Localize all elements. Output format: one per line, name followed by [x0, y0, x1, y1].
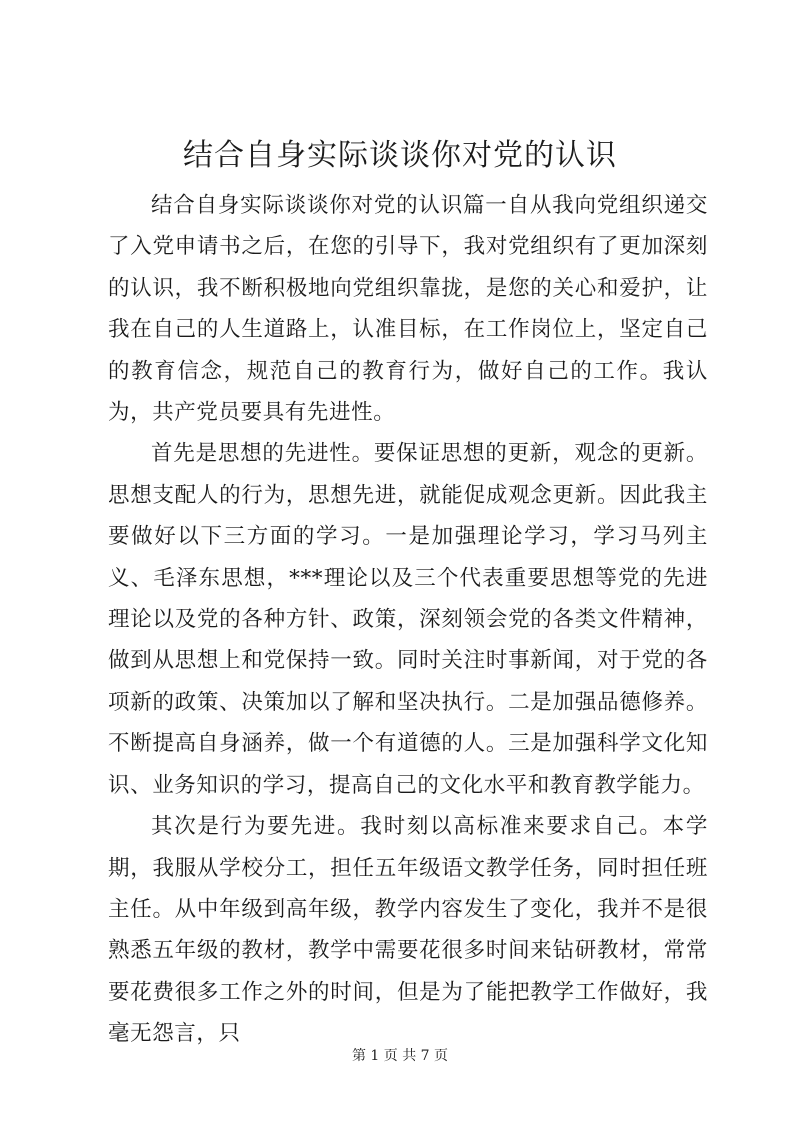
document-title: 结合自身实际谈谈你对党的认识 — [183, 138, 617, 173]
paragraph-2: 首先是思想的先进性。要保证思想的更新，观念的更新。思想支配人的行为，思想先进，就能促成观念更新。因此我主要做好以下三方面的学习。一是加强理论学习，学习马列主义、毛泽东思想，***理论以及三个代表重要思想等党的先进理论以及党的各种方针、政策，深刻领会党的各类文件精神，做到从思想上和党保持一致。同时关注时事新闻，对于党的各项新的政策、决策加以了解和坚决执行。二是加强品德修养。不断提高自身涵养，做一个有道德的人。三是加强科学文化知识、业务知识的学习，提高自己的文化水平和教育教学能力。 — [108, 441, 708, 798]
document-body — [108, 185, 708, 1055]
paragraph-1: 结合自身实际谈谈你对党的认识篇一自从我向党组织递交了入党申请书之后，在您的引导下，我对党组织有了更加深刻的认识，我不断积极地向党组织靠拢，是您的关心和爱护，让我在自己的人生道路上，认准目标，在工作岗位上，坚定自己的教育信念，规范自己的教育行为，做好自己的工作。我认为，共产党员要具有先进性。 — [108, 193, 708, 426]
paragraph-3: 其次是行为要先进。我时刻以高标准来要求自己。本学期，我服从学校分工，担任五年级语文教学任务，同时担任班主任。从中年级到高年级，教学内容发生了变化，我并不是很熟悉五年级的教材，教学中需要花很多时间来钻研教材，常常要花费很多工作之外的时间，但是为了能把教学工作做好，我毫无怨言，只 — [108, 814, 708, 1047]
page-footer: 第 1 页 共 7 页 — [351, 1048, 449, 1064]
